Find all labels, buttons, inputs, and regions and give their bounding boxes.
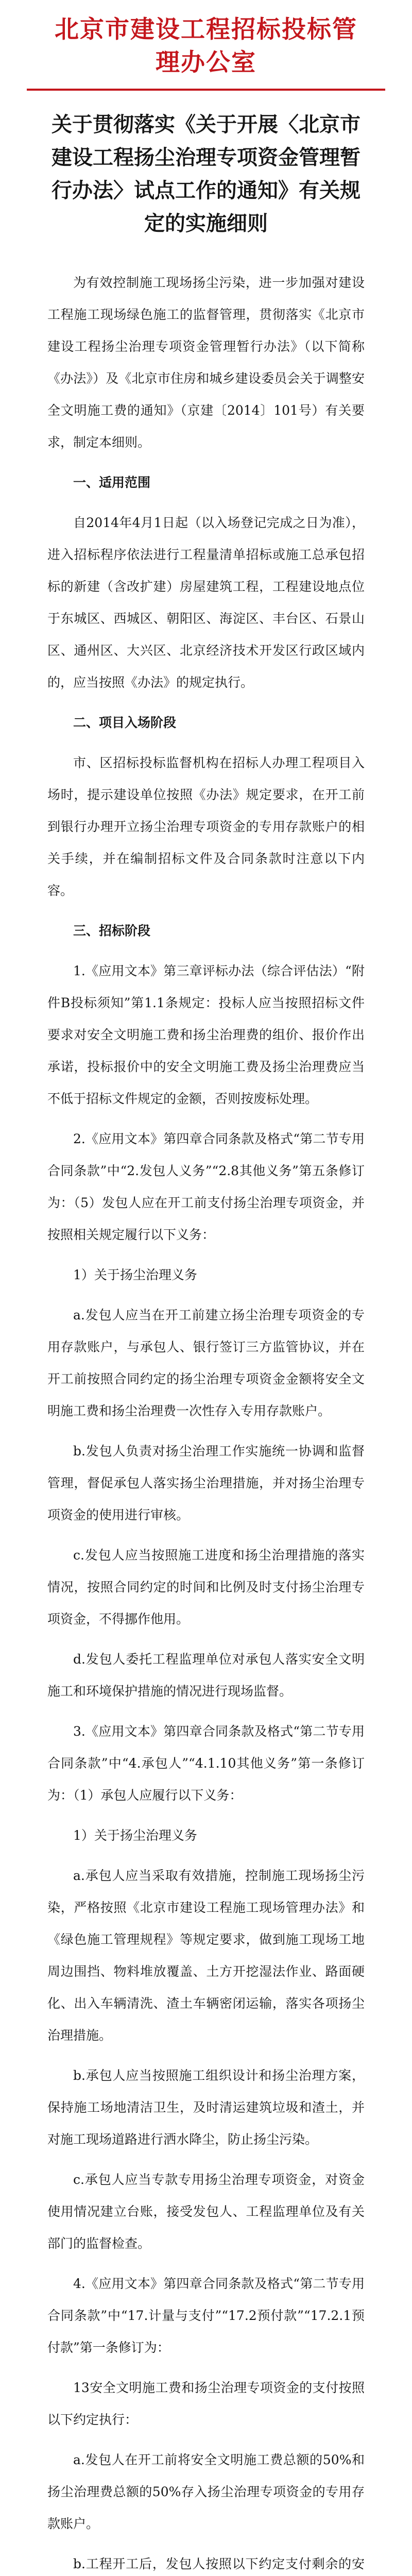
employer-duty-b: b.发包人负责对扬尘治理工作实施统一协调和监督管理，督促承包人落实扬尘治理措施，并对扬尘治理专项资金的使用进行审核。	[47, 1444, 365, 1522]
contractor-duty-c: c.承包人应当专款专用扬尘治理专项资金，对资金使用情况建立台账，接受发包人、工程监理单位及有关部门的监督检查。	[47, 2172, 365, 2251]
intro-paragraph: 为有效控制施工现场扬尘污染，进一步加强对建设工程施工现场绿色施工的监督管理，贯彻落实《北京市建设工程扬尘治理专项资金管理暂行办法》（以下简称《办法》）及《北京市住房和城乡建设委员会关于调整安全文明施工费的通知》（京建〔2014〕101号）有关要求，制定本细则。	[47, 275, 365, 450]
employer-duty-c: c.发包人应当按照施工进度和扬尘治理措施的落实情况，按照合同约定的时间和比例及时支付扬尘治理专项资金，不得挪作他用。	[47, 1548, 365, 1626]
contractor-duty-b: b.承包人应当按照施工组织设计和扬尘治理方案，保持施工场地清洁卫生，及时清运建筑垃圾和渣土，并对施工现场道路进行洒水降尘，防止扬尘污染。	[47, 2068, 365, 2147]
section-heading-bidding: 三、招标阶段	[73, 923, 151, 938]
contractor-duty-a: a.承包人应当采取有效措施，控制施工现场扬尘污染，严格按照《北京市建设工程施工现场管理办法》和《绿色施工管理规程》等规定要求，做到施工现场工地周边围挡、物料堆放覆盖、土方开挖湿法作业、路面硬化、出入车辆清洗、渣土车辆密闭运输，落实各项扬尘治理措施。	[47, 1868, 365, 2043]
scope-paragraph: 自2014年4月1日起（以入场登记完成之日为准），进入招标程序依法进行工程量清单招标或施工总承包招标的新建（含改扩建）房屋建筑工程，工程建设地点位于东城区、西城区、朝阳区、海淀区、丰台区、石景山区、通州区、大兴区、北京经济技术开发区行政区域内的，应当按照《办法》的规定执行。	[47, 515, 365, 690]
section-heading-scope: 一、适用范围	[73, 475, 151, 490]
employer-duty-d: d.发包人委托工程监理单位对承包人落实安全文明施工和环境保护措施的情况进行现场监督。	[47, 1652, 365, 1699]
employer-duty-heading: 1）关于扬尘治理义务	[73, 1267, 197, 1282]
payment-clause-a: a.发包人在开工前将安全文明施工费总额的50%和扬尘治理费总额的50%存入扬尘治理专项资金的专用存款账户。	[47, 2452, 365, 2531]
document-body	[47, 267, 365, 2576]
payment-clause-13: 13安全文明施工费和扬尘治理专项资金的支付按照以下约定执行：	[47, 2380, 365, 2427]
contractor-duty-heading: 1）关于扬尘治理义务	[73, 1828, 197, 1843]
document-header	[47, 0, 365, 91]
document-title: 关于贯彻落实《关于开展〈北京市建设工程扬尘治理专项资金管理暂行办法〉试点工作的通知》有关规定的实施细则	[52, 112, 360, 235]
bidding-item-2: 2.《应用文本》第四章合同条款及格式“第二节专用合同条款”中“2.发包人义务”“2.8其他义务”第五条修订为：（5）发包人应在开工前支付扬尘治理专项资金，并按照相关规定履行以下义务：	[47, 1131, 365, 1242]
bidding-item-4: 4.《应用文本》第四章合同条款及格式“第二节专用合同条款”中“17.计量与支付”“17.2预付款”“17.2.1预付款”第一条修订为：	[47, 2276, 365, 2355]
section-heading-entry: 二、项目入场阶段	[73, 715, 177, 730]
payment-clause-b: b.工程开工后，发包人按照以下约定支付剩余的安	[73, 2556, 365, 2571]
red-header-rule	[27, 89, 385, 91]
bidding-item-1: 1.《应用文本》第三章评标办法（综合评估法）“附件B投标须知”第1.1条规定：投标人应当按照招标文件要求对安全文明施工费和扬尘治理费的组价、报价作出承诺，投标报价中的安全文明施工费及扬尘治理费应当不低于招标文件规定的金额，否则按废标处理。	[47, 963, 365, 1106]
entry-paragraph: 市、区招标投标监督机构在招标人办理工程项目入场时，提示建设单位按照《办法》规定要求，在开工前到银行办理开立扬尘治理专项资金的专用存款账户的相关手续，并在编制招标文件及合同条款时注意以下内容。	[47, 755, 365, 898]
employer-duty-a: a.发包人应当在开工前建立扬尘治理专项资金的专用存款账户，与承包人、银行签订三方监管协议，并在开工前按照合同约定的扬尘治理专项资金金额将安全文明施工费和扬尘治理费一次性存入专用存款账户。	[47, 1308, 365, 1418]
bidding-item-3: 3.《应用文本》第四章合同条款及格式“第二节专用合同条款”中“4.承包人”“4.1.10其他义务”第一条修订为：（1）承包人应履行以下义务：	[47, 1724, 365, 1803]
issuing-org-title: 北京市建设工程招标投标管理办公室	[55, 15, 357, 77]
